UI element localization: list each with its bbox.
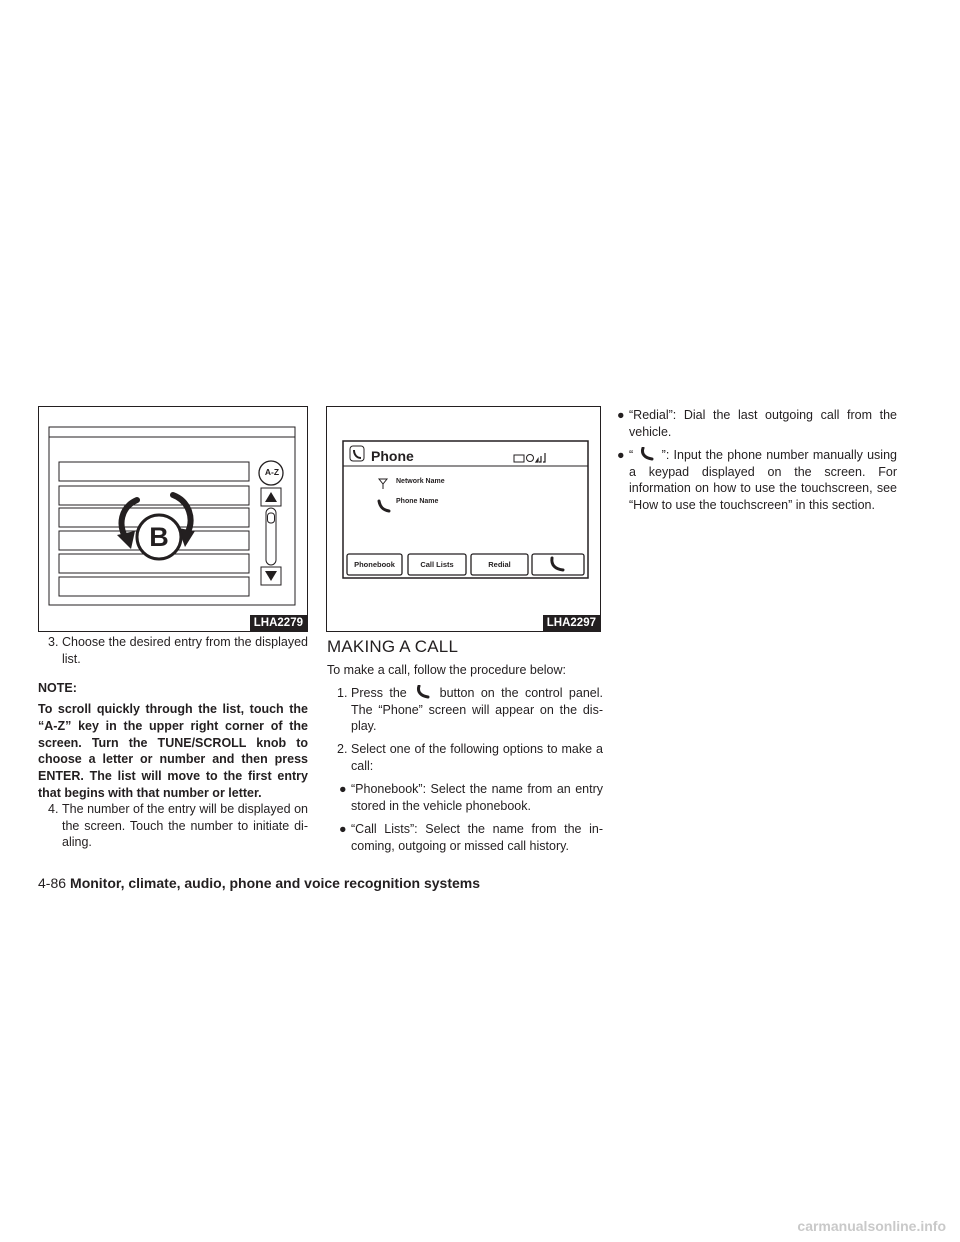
phone-name: Phone Name xyxy=(396,498,439,505)
list-row xyxy=(59,486,249,505)
page-number: 4-86 xyxy=(38,875,67,891)
bluetooth-icon xyxy=(527,455,534,462)
note-label: NOTE: xyxy=(38,681,77,695)
keypad-button xyxy=(532,554,584,575)
step-4 xyxy=(38,801,308,851)
bullet-text xyxy=(629,447,897,513)
step-text: Select one of the following options to make a call: xyxy=(351,742,603,773)
phonebook-button-label: Phonebook xyxy=(354,560,395,569)
section-heading: MAKING A CALL xyxy=(327,637,459,656)
step-text: Choose the desired entry from the displayed list. xyxy=(62,635,308,666)
bullet-text: “Redial”: Dial the last outgoing call from the vehicle. xyxy=(629,408,897,439)
step-text-pre: Press the xyxy=(351,686,407,700)
bullet-icon: ● xyxy=(617,408,625,422)
scrollbar-thumb xyxy=(268,513,275,523)
bullet-phonebook xyxy=(327,781,603,815)
list-row xyxy=(59,462,249,481)
bullet-call-lists xyxy=(327,821,603,855)
bullet-icon: ● xyxy=(617,448,625,462)
step-text: The number of the entry will be displayed on the screen. Touch the number to initiate di-aling. xyxy=(62,802,308,849)
step-number: 2. xyxy=(337,742,348,756)
section-title: Monitor, climate, audio, phone and voice recognition systems xyxy=(70,875,480,891)
battery-icon xyxy=(514,455,524,462)
redial-button-label: Redial xyxy=(488,560,511,569)
note-body: To scroll quickly through the list, touch the “A-Z” key in the upper right corner of the screen. Turn the TUNE/SCROLL knob to choose a letter or number and then press ENTER. The list will move to the first entry that begins with that number or letter. xyxy=(38,702,308,800)
keypad-phone-icon xyxy=(637,447,657,461)
bullet-keypad xyxy=(615,447,897,517)
step-2 xyxy=(327,741,603,775)
step-number: 4. xyxy=(48,802,59,816)
bullet-text-post: ”: Input the phone number manually using a keypad displayed on the screen. For information on how to use the touchscreen, see “How to use the touchscreen” in this section. xyxy=(629,448,897,512)
step-number: 1. xyxy=(337,686,348,700)
bullet-redial xyxy=(615,407,897,441)
step-text-post: button on the control panel. The “Phone” screen will appear on the dis-play. xyxy=(351,686,603,733)
list-screen-illustration xyxy=(39,407,307,631)
phone-button-icon xyxy=(413,685,433,699)
list-row xyxy=(59,577,249,596)
step-number: 3. xyxy=(48,635,59,649)
az-key-label: A-Z xyxy=(264,467,280,477)
phone-screen-illustration xyxy=(327,407,600,631)
intro-text: To make a call, follow the procedure below: xyxy=(327,663,567,677)
phone-app-icon xyxy=(350,446,364,461)
figure-code: LHA2279 xyxy=(250,615,307,631)
handset-icon xyxy=(379,501,389,511)
network-name: Network Name xyxy=(396,478,445,485)
watermark: carmanualsonline.info xyxy=(797,1218,946,1234)
bullet-icon: ● xyxy=(339,782,347,796)
knob-letter: B xyxy=(149,522,169,552)
step-text xyxy=(351,685,603,735)
bullet-text: “Phonebook”: Select the name from an entry stored in the vehicle phonebook. xyxy=(351,782,603,813)
phone-screen-title: Phone xyxy=(371,448,414,464)
bullet-text-pre: “ xyxy=(629,448,634,462)
figure-lha2297 xyxy=(326,406,601,632)
step-3 xyxy=(38,634,308,668)
page-footer xyxy=(38,875,480,891)
bullet-icon: ● xyxy=(339,822,347,836)
signal-strength-icon xyxy=(536,453,545,462)
bullet-text: “Call Lists”: Select the name from the in-coming, outgoing or missed call history. xyxy=(351,822,603,853)
step-1 xyxy=(327,685,603,735)
antenna-icon xyxy=(379,479,387,489)
call-lists-button-label: Call Lists xyxy=(420,560,454,569)
figure-code: LHA2297 xyxy=(543,615,600,631)
figure-lha2279 xyxy=(38,406,308,632)
